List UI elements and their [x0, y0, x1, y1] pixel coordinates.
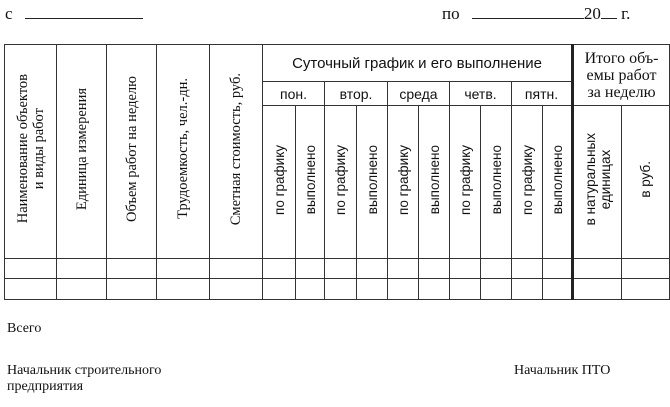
- header-object-name: Наименование объектов и виды работ: [5, 45, 57, 259]
- table-cell[interactable]: [296, 258, 325, 278]
- subheader-tue-plan: по графику: [325, 106, 357, 259]
- table-cell[interactable]: [450, 278, 481, 299]
- header-volume: Объем работ на неделю: [107, 45, 157, 259]
- table-row: [5, 258, 670, 278]
- header-week-total: Итого объ- емы работ за неделю: [573, 45, 670, 106]
- from-date-field[interactable]: [25, 2, 143, 19]
- table-cell[interactable]: [57, 258, 107, 278]
- header-unit: Единица измерения: [57, 45, 107, 259]
- to-prefix: по: [442, 4, 460, 23]
- year-field[interactable]: [601, 2, 617, 19]
- table-cell[interactable]: [543, 258, 573, 278]
- subheader-thu-plan: по графику: [450, 106, 481, 259]
- table-cell[interactable]: [512, 258, 543, 278]
- table-cell[interactable]: [419, 258, 450, 278]
- subheader-wed-plan: по графику: [388, 106, 419, 259]
- subheader-thu-done: выполнено: [481, 106, 512, 259]
- header-labor: Трудоемкость, чел.-дн.: [157, 45, 210, 259]
- table-cell[interactable]: [622, 258, 670, 278]
- table-cell[interactable]: [263, 278, 296, 299]
- table-cell[interactable]: [210, 258, 263, 278]
- table-cell[interactable]: [543, 278, 573, 299]
- header-schedule: Суточный график и его выполнение: [263, 45, 573, 82]
- day-header-tue: втор.: [325, 82, 388, 106]
- table-cell[interactable]: [325, 278, 357, 299]
- table-cell[interactable]: [357, 278, 388, 299]
- year-suffix: г.: [621, 4, 631, 23]
- table-cell[interactable]: [210, 278, 263, 299]
- day-header-mon: пон.: [263, 82, 325, 106]
- table-cell[interactable]: [419, 278, 450, 299]
- table-row: [5, 278, 670, 299]
- subheader-fri-plan: по графику: [512, 106, 543, 259]
- subheader-fri-done: выполнено: [543, 106, 573, 259]
- table-cell[interactable]: [5, 278, 57, 299]
- to-date-field[interactable]: [472, 2, 584, 19]
- table-cell[interactable]: [57, 278, 107, 299]
- table-cell[interactable]: [512, 278, 543, 299]
- weekly-schedule-table: [4, 44, 670, 300]
- subheader-wed-done: выполнено: [419, 106, 450, 259]
- table-cell[interactable]: [388, 258, 419, 278]
- table-cell[interactable]: [325, 258, 357, 278]
- table-cell[interactable]: [622, 278, 670, 299]
- table-cell[interactable]: [573, 258, 622, 278]
- table-cell[interactable]: [450, 258, 481, 278]
- table-cell[interactable]: [263, 258, 296, 278]
- day-header-wed: среда: [388, 82, 450, 106]
- year-prefix: 20: [583, 4, 601, 23]
- left-signature-label: Начальник строительного предприятия: [7, 363, 162, 394]
- table-cell[interactable]: [157, 258, 210, 278]
- table-cell[interactable]: [5, 258, 57, 278]
- table-cell[interactable]: [481, 278, 512, 299]
- day-header-fri: пятн.: [512, 82, 573, 106]
- header-cost: Сметная стоимость, руб.: [210, 45, 263, 259]
- subheader-mon-done: выполнено: [296, 106, 325, 259]
- table-cell[interactable]: [357, 258, 388, 278]
- table-cell[interactable]: [296, 278, 325, 299]
- day-header-thu: четв.: [450, 82, 512, 106]
- table-cell[interactable]: [107, 278, 157, 299]
- from-prefix: с: [5, 4, 13, 23]
- table-cell[interactable]: [157, 278, 210, 299]
- table-cell[interactable]: [481, 258, 512, 278]
- subheader-tue-done: выполнено: [357, 106, 388, 259]
- right-signature-label: Начальник ПТО: [514, 363, 611, 378]
- subheader-total-rub: в руб.: [622, 106, 670, 259]
- subheader-total-natural: в натуральных единицах: [573, 106, 622, 259]
- table-cell[interactable]: [573, 278, 622, 299]
- total-label: Всего: [7, 321, 42, 336]
- table-cell[interactable]: [388, 278, 419, 299]
- subheader-mon-plan: по графику: [263, 106, 296, 259]
- table-cell[interactable]: [107, 258, 157, 278]
